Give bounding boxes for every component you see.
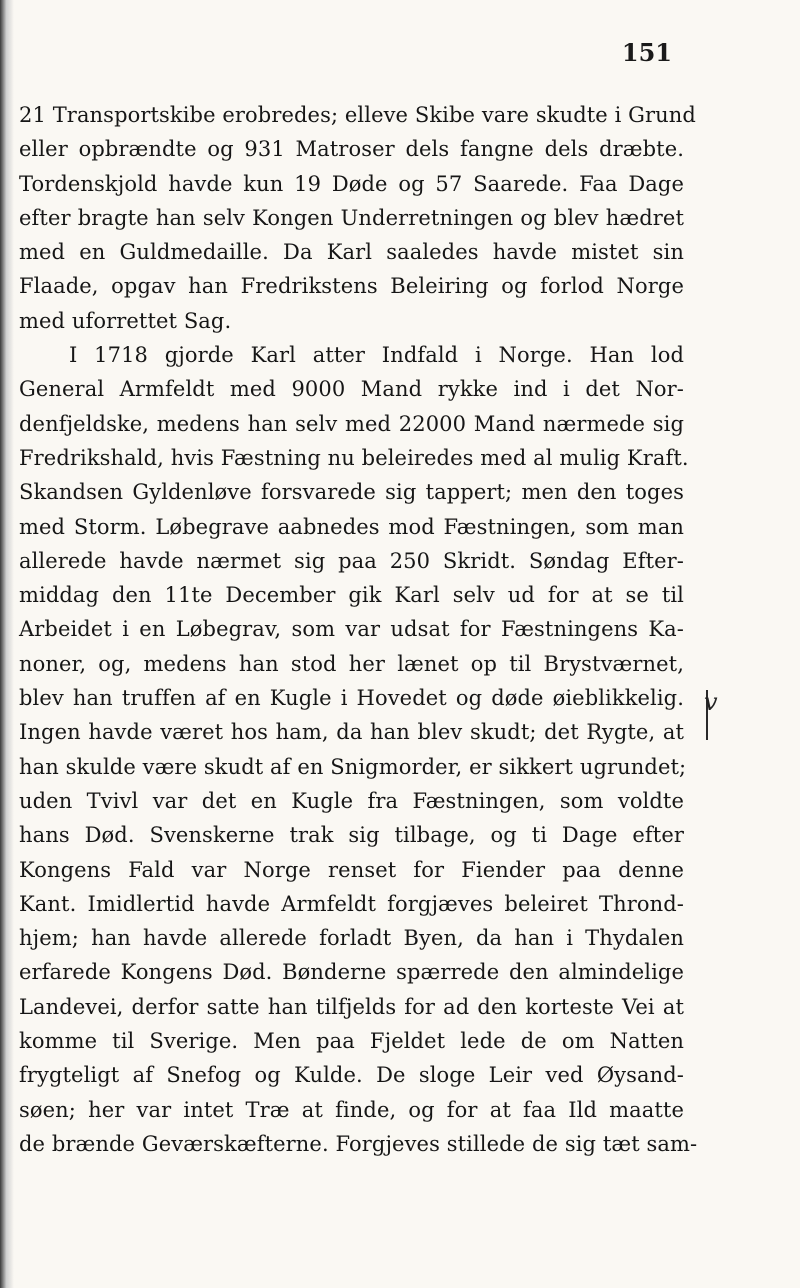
- text-line: I 1718 gjorde Karl atter Indfald i Norge. Han lod: [69, 343, 684, 368]
- text-line: Arbeidet i en Løbegrav, som var udsat for Fæstningens Ka-: [19, 617, 684, 642]
- text-line: denfjeldske, medens han selv med 22000 Mand nærmede sig: [19, 411, 684, 436]
- text-line: søen; her var intet Træ at finde, og for at faa Ild maatte: [19, 1097, 684, 1122]
- text-line: middag den 11te December gik Karl selv ud for at se til: [19, 583, 684, 608]
- text-line: erfarede Kongens Død. Bønderne spærrede den almindelige: [19, 960, 684, 985]
- text-line: hans Død. Svenskerne trak sig tilbage, og ti Dage efter: [19, 823, 684, 848]
- text-line: noner, og, medens han stod her lænet op til Brystværnet,: [19, 651, 684, 676]
- text-line: Fredrikshald, hvis Fæstning nu beleiredes med al mulig Kraft.: [19, 445, 689, 470]
- text-line: han skulde være skudt af en Snigmorder, er sikkert ugrundet;: [19, 754, 687, 779]
- page-number: 151: [621, 38, 672, 67]
- text-line: med en Guldmedaille. Da Karl saaledes havde mistet sin: [19, 240, 684, 265]
- body-text: [19, 98, 698, 1161]
- margin-note: v: [704, 688, 718, 716]
- page-edge-shadow: [0, 0, 14, 1288]
- text-line: Skandsen Gyldenløve forsvarede sig tappert; men den toges: [19, 480, 684, 505]
- text-line: uden Tvivl var det en Kugle fra Fæstningen, som voldte: [19, 788, 684, 813]
- text-line: blev han truffen af en Kugle i Hovedet og døde øieblikkelig.: [19, 686, 684, 711]
- text-line: frygteligt af Snefog og Kulde. De sloge Leir ved Øysand-: [19, 1063, 684, 1088]
- text-line: Flaade, opgav han Fredrikstens Beleiring og forlod Norge: [19, 274, 684, 299]
- text-line: med Storm. Løbegrave aabnedes mod Fæstningen, som man: [19, 514, 684, 539]
- text-line: General Armfeldt med 9000 Mand rykke ind i det Nor-: [19, 377, 684, 402]
- text-line: Kongens Fald var Norge renset for Fiender paa denne: [19, 857, 684, 882]
- text-line: eller opbrændte og 931 Matroser dels fangne dels dræbte.: [19, 137, 684, 162]
- text-line: Tordenskjold havde kun 19 Døde og 57 Saarede. Faa Dage: [19, 171, 684, 196]
- text-line: med uforrettet Sag.: [19, 308, 232, 333]
- text-line: de brænde Geværskæfterne. Forgjeves stillede de sig tæt sam-: [19, 1131, 698, 1156]
- text-line: allerede havde nærmet sig paa 250 Skridt. Søndag Efter-: [19, 548, 684, 573]
- text-line: hjem; han havde allerede forladt Byen, da han i Thydalen: [19, 926, 684, 951]
- text-line: efter bragte han selv Kongen Underretningen og blev hædret: [19, 205, 684, 230]
- text-line: Landevei, derfor satte han tilfjelds for ad den korteste Vei at: [19, 994, 684, 1019]
- text-line: 21 Transportskibe erobredes; elleve Skibe vare skudte i Grund: [19, 103, 696, 127]
- text-line: Kant. Imidlertid havde Armfeldt forgjæves beleiret Thrond-: [19, 891, 684, 916]
- text-line: Ingen havde været hos ham, da han blev skudt; det Rygte, at: [19, 720, 684, 745]
- text-line: komme til Sverige. Men paa Fjeldet lede de om Natten: [19, 1029, 684, 1054]
